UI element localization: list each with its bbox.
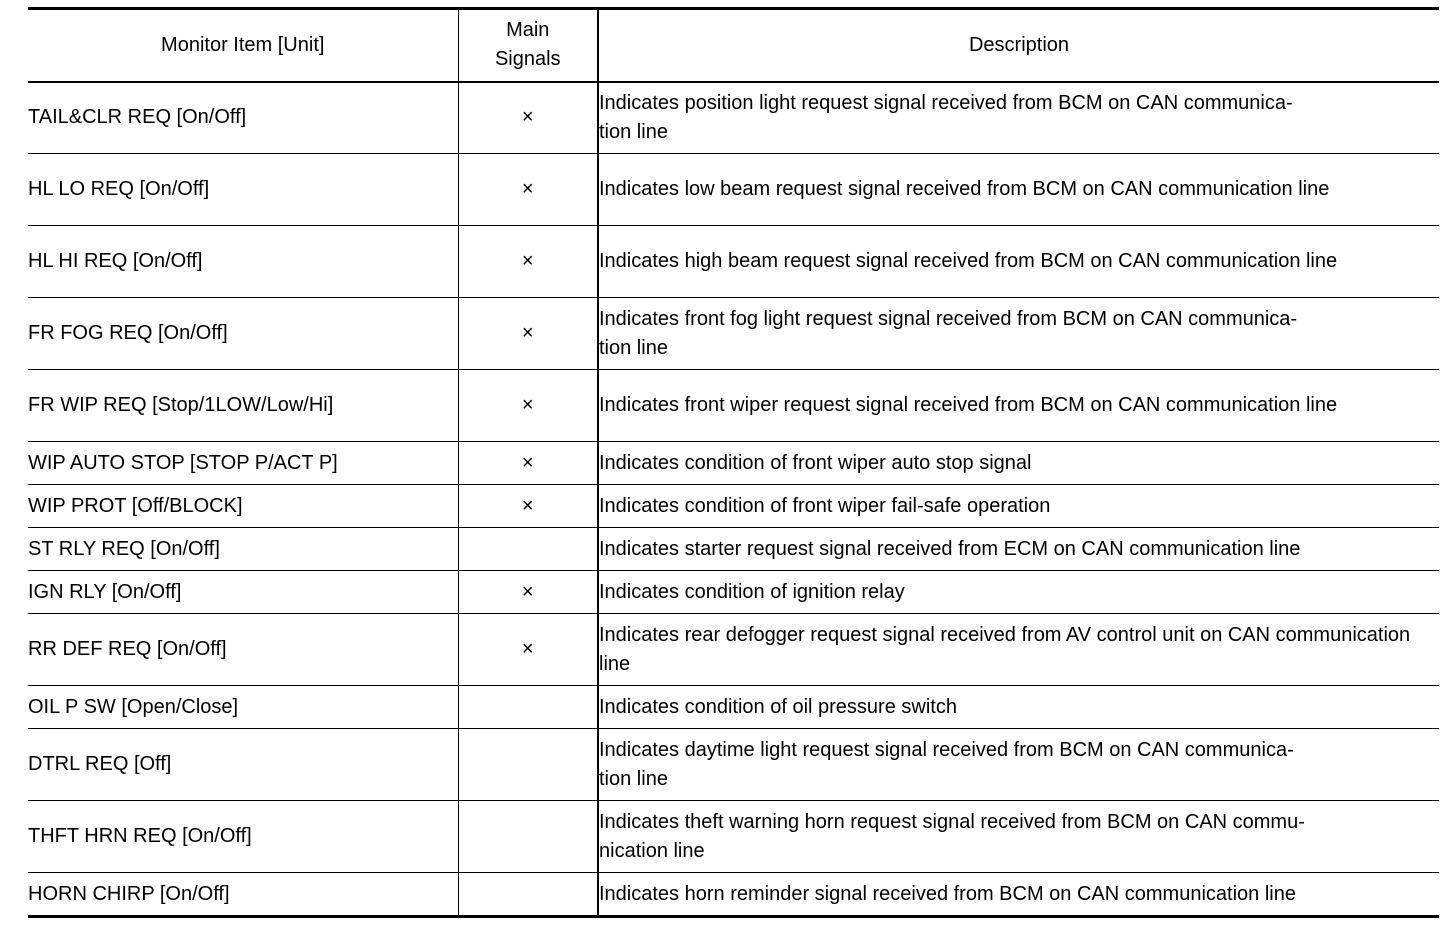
table-row: [28, 370, 1439, 442]
description-cell: Indicates daytime light request signal received from BCM on CAN communica- tion line: [598, 729, 1439, 801]
main-signal-mark: ×: [458, 370, 598, 442]
header-monitor-item: Monitor Item [Unit]: [28, 9, 458, 82]
description-cell: Indicates theft warning horn request signal received from BCM on CAN commu- nication line: [598, 801, 1439, 873]
table-row: [28, 686, 1439, 729]
header-description: Description: [598, 9, 1439, 82]
monitor-item-cell: RR DEF REQ [On/Off]: [28, 614, 458, 686]
main-signal-mark: ×: [458, 485, 598, 528]
main-signal-mark: ×: [458, 154, 598, 226]
description-cell: Indicates starter request signal received from ECM on CAN communication line: [598, 528, 1439, 571]
main-signal-mark: ×: [458, 82, 598, 154]
monitor-item-cell: ST RLY REQ [On/Off]: [28, 528, 458, 571]
description-cell: Indicates condition of ignition relay: [598, 571, 1439, 614]
monitor-item-cell: HL LO REQ [On/Off]: [28, 154, 458, 226]
monitor-item-cell: IGN RLY [On/Off]: [28, 571, 458, 614]
main-signal-mark: ×: [458, 226, 598, 298]
description-cell: Indicates front wiper request signal received from BCM on CAN communication line: [598, 370, 1439, 442]
table-row: [28, 226, 1439, 298]
monitor-item-table: [28, 7, 1439, 918]
table-row: [28, 82, 1439, 154]
main-signal-mark: [458, 686, 598, 729]
table-row: [28, 298, 1439, 370]
description-cell: Indicates low beam request signal received from BCM on CAN communication line: [598, 154, 1439, 226]
monitor-item-cell: HL HI REQ [On/Off]: [28, 226, 458, 298]
description-cell: Indicates position light request signal received from BCM on CAN communica- tion line: [598, 82, 1439, 154]
main-signal-mark: [458, 729, 598, 801]
monitor-item-cell: TAIL&CLR REQ [On/Off]: [28, 82, 458, 154]
description-cell: Indicates condition of front wiper auto stop signal: [598, 442, 1439, 485]
description-cell: Indicates condition of front wiper fail-safe operation: [598, 485, 1439, 528]
monitor-item-cell: OIL P SW [Open/Close]: [28, 686, 458, 729]
monitor-item-cell: HORN CHIRP [On/Off]: [28, 873, 458, 917]
description-cell: Indicates horn reminder signal received from BCM on CAN communication line: [598, 873, 1439, 917]
description-cell: Indicates condition of oil pressure switch: [598, 686, 1439, 729]
monitor-item-cell: WIP PROT [Off/BLOCK]: [28, 485, 458, 528]
monitor-item-cell: WIP AUTO STOP [STOP P/ACT P]: [28, 442, 458, 485]
table-row: [28, 154, 1439, 226]
main-signal-mark: ×: [458, 298, 598, 370]
monitor-item-cell: FR FOG REQ [On/Off]: [28, 298, 458, 370]
table-row: [28, 485, 1439, 528]
main-signal-mark: ×: [458, 571, 598, 614]
table-row: [28, 801, 1439, 873]
main-signal-mark: ×: [458, 442, 598, 485]
description-cell: Indicates high beam request signal received from BCM on CAN communication line: [598, 226, 1439, 298]
header-main-signals: Main Signals: [458, 9, 598, 82]
main-signal-mark: [458, 801, 598, 873]
table-row: [28, 614, 1439, 686]
table-row: [28, 528, 1439, 571]
monitor-item-cell: THFT HRN REQ [On/Off]: [28, 801, 458, 873]
main-signal-mark: [458, 873, 598, 917]
main-signal-mark: ×: [458, 614, 598, 686]
main-signal-mark: [458, 528, 598, 571]
table-header-row: [28, 9, 1439, 82]
table-row: [28, 729, 1439, 801]
monitor-item-cell: DTRL REQ [Off]: [28, 729, 458, 801]
description-cell: Indicates front fog light request signal received from BCM on CAN communica- tion line: [598, 298, 1439, 370]
monitor-item-cell: FR WIP REQ [Stop/1LOW/Low/Hi]: [28, 370, 458, 442]
table-row: [28, 873, 1439, 917]
table-row: [28, 571, 1439, 614]
table-row: [28, 442, 1439, 485]
description-cell: Indicates rear defogger request signal received from AV control unit on CAN communication line: [598, 614, 1439, 686]
